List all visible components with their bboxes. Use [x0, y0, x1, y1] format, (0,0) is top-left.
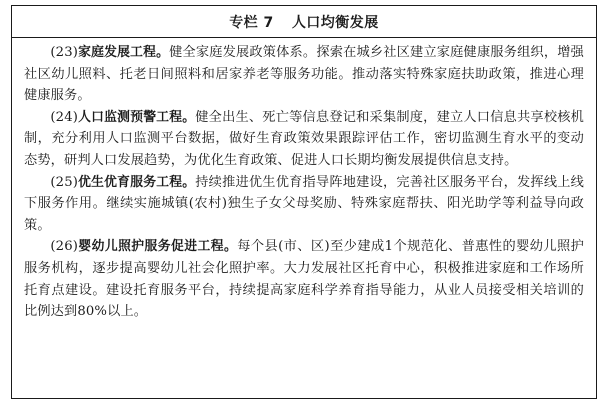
paragraph-number: (24) — [50, 109, 79, 125]
box-label: 专栏 7 — [229, 14, 274, 31]
paragraph-26 — [24, 236, 584, 322]
paragraph-24 — [24, 107, 584, 172]
paragraph-body: 持续推进优生优育指导阵地建设，完善社区服务平台，发挥线上线下服务作用。继续实施城镇(农村)独生子女父母奖励、特殊家庭帮扶、阳光助学等利益导向政策。 — [24, 174, 584, 233]
paragraph-body: 健全家庭发展政策体系。探索在城乡社区建立家庭健康服务组织，增强社区幼儿照料、托老日间照料和居家养老等服务功能。推动落实特殊家庭扶助政策，推进心理健康服务。 — [24, 45, 584, 104]
feature-box — [11, 5, 597, 399]
paragraph-heading: 婴幼儿照护服务促进工程。 — [78, 239, 238, 255]
box-content — [12, 38, 596, 323]
box-title-bar — [12, 6, 596, 38]
paragraph-25 — [24, 172, 584, 237]
paragraph-heading: 人口监测预警工程。 — [78, 109, 196, 125]
paragraph-23 — [24, 42, 584, 107]
paragraph-body: 健全出生、死亡等信息登记和采集制度，建立人口信息共享校核机制，充分利用人口监测平台数据，做好生育政策效果跟踪评估工作，密切监测生育水平的变动态势，研判人口发展趋势，为优化生育政策、促进人口长期均衡发展提供信息支持。 — [24, 109, 584, 168]
paragraph-number: (25) — [50, 174, 79, 190]
paragraph-body: 每个县(市、区)至少建成1个规范化、普惠性的婴幼儿照护服务机构，逐步提高婴幼儿社会化照护率。大力发展社区托育中心，积极推进家庭和工作场所托育点建设。建设托育服务平台，持续提高家庭科学养育指导能力，从业人员接受相关培训的比例达到80%以上。 — [24, 239, 584, 320]
paragraph-number: (23) — [50, 45, 79, 60]
box-title: 人口均衡发展 — [291, 14, 379, 31]
paragraph-heading: 优生优育服务工程。 — [78, 174, 196, 190]
paragraph-number: (26) — [50, 239, 79, 255]
paragraph-heading: 家庭发展工程。 — [78, 45, 170, 60]
